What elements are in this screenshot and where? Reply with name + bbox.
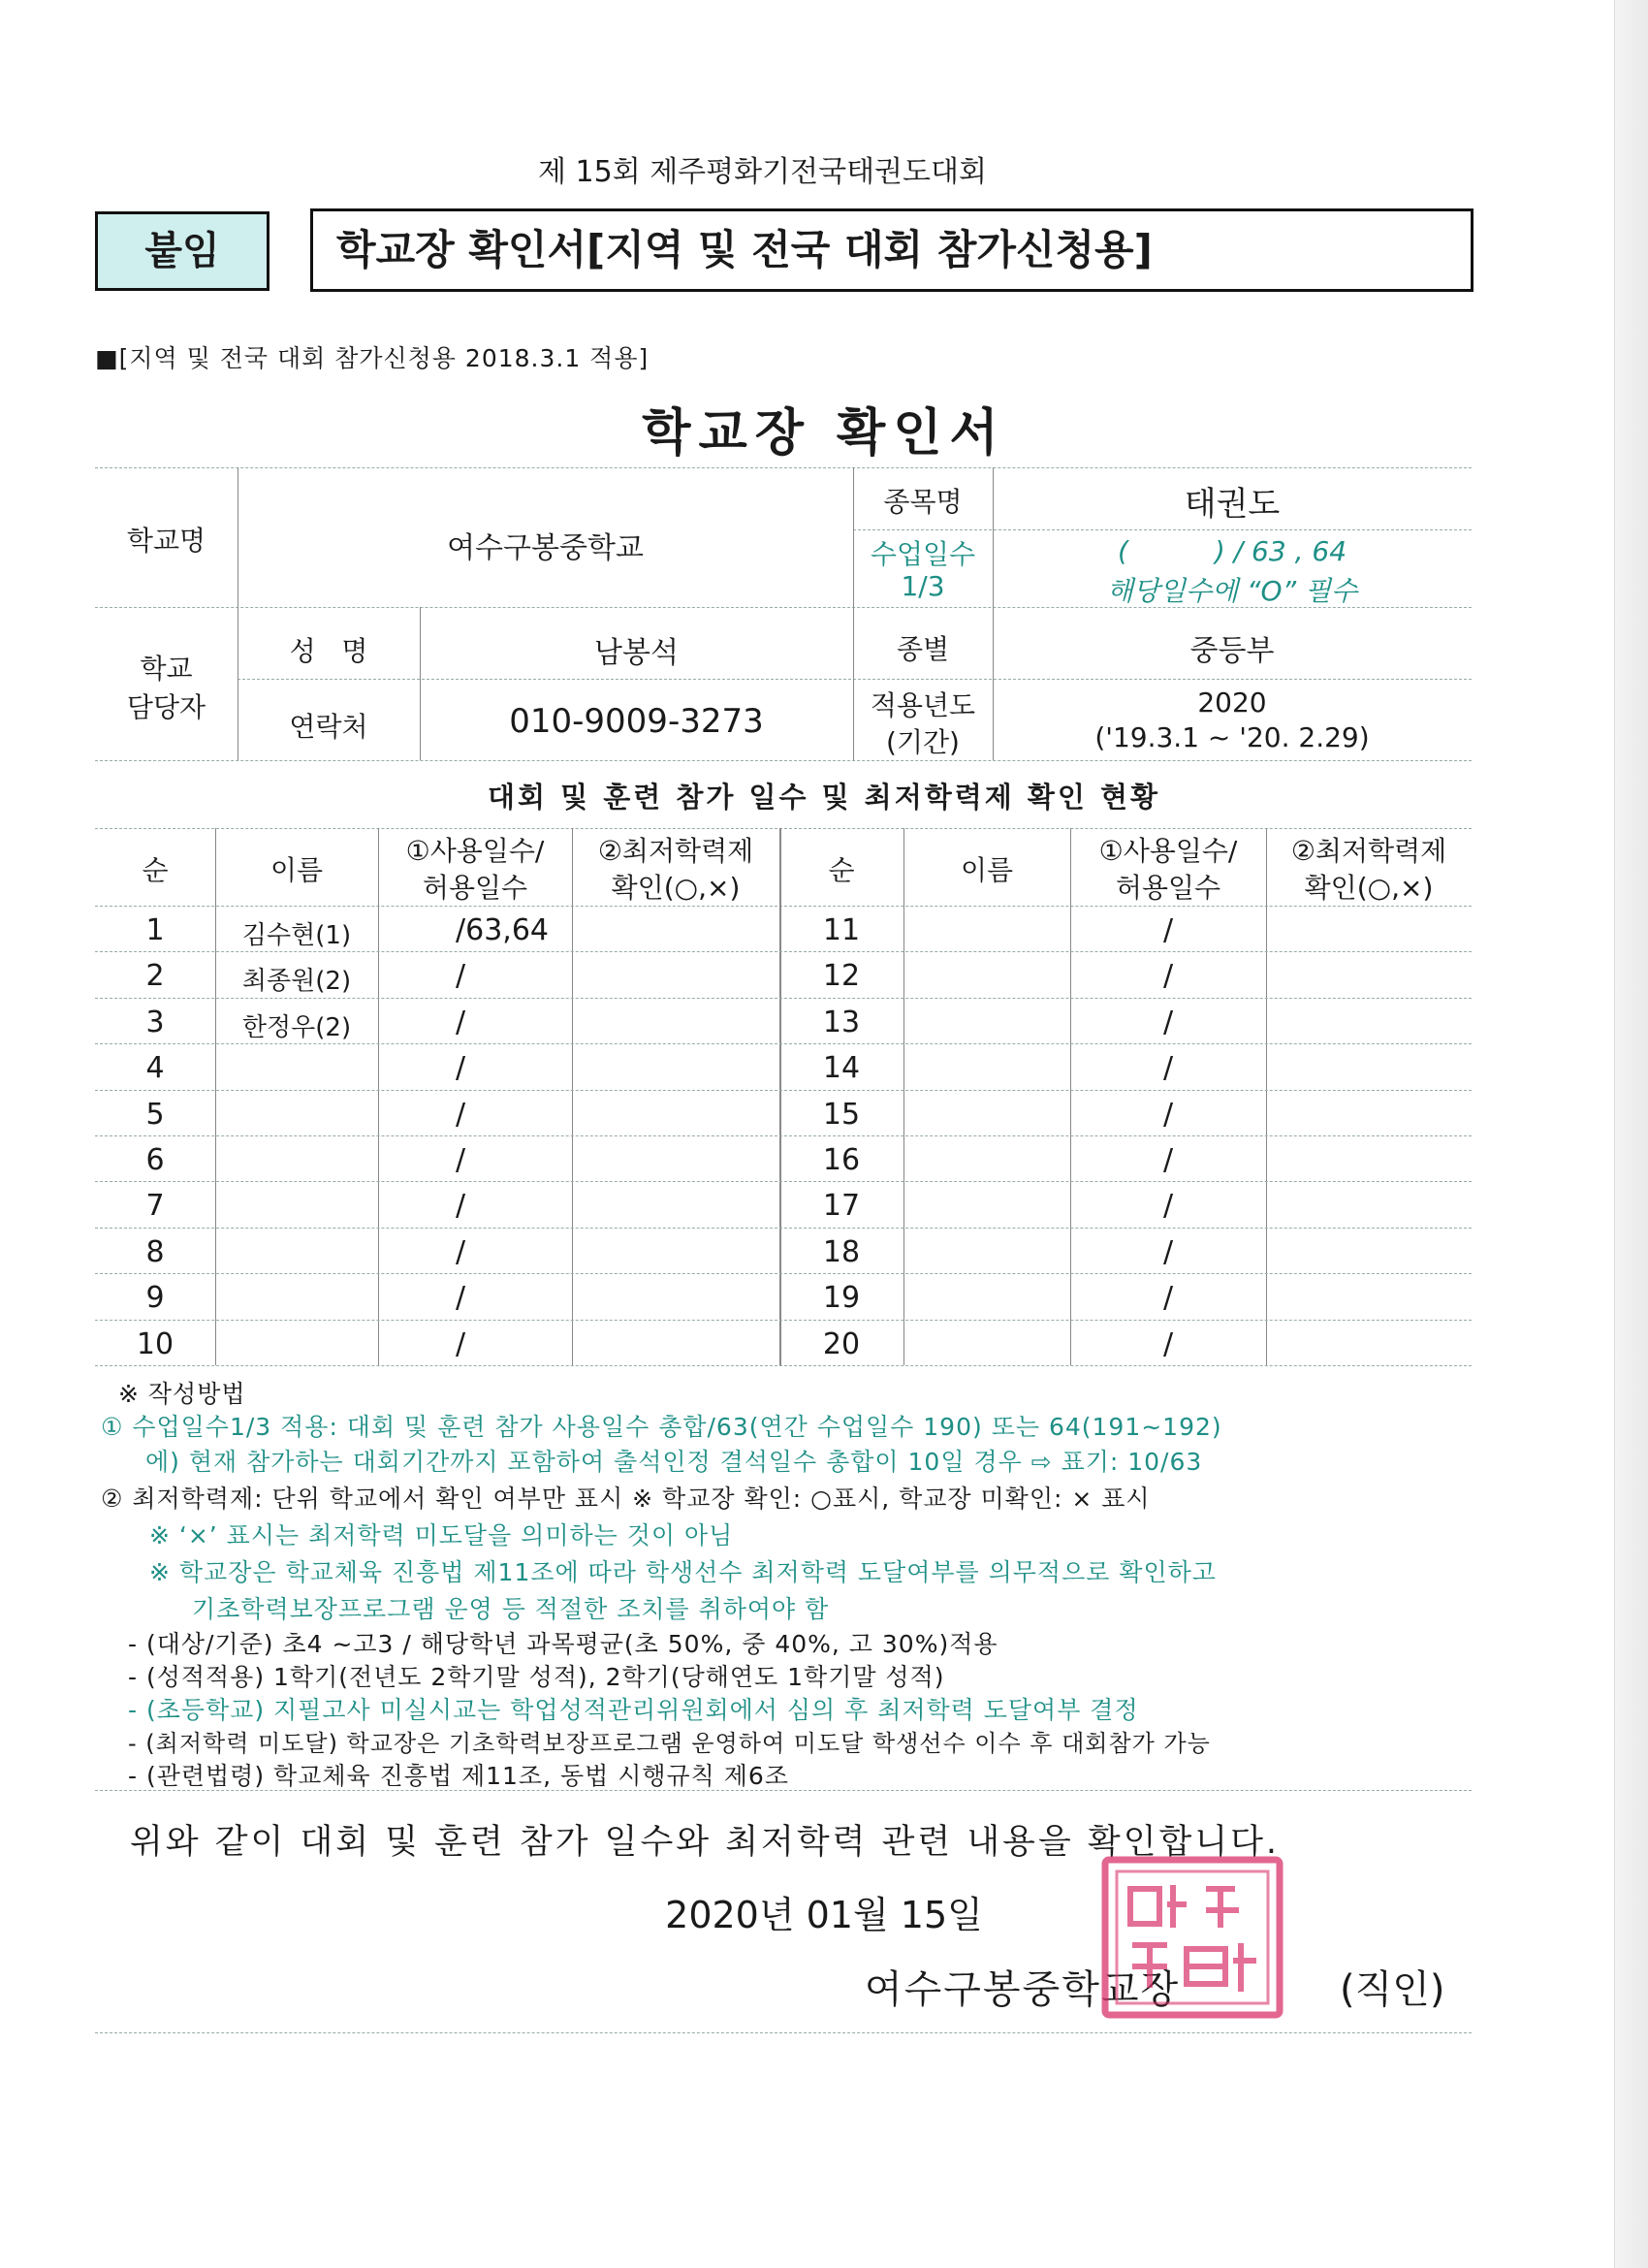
row-days: / xyxy=(456,1235,466,1269)
row-divider xyxy=(95,998,1472,999)
note-2: ② 최저학력제: 단위 학교에서 확인 여부만 표시 ※ 학교장 확인: ○표시, 학교장 미확인: × 표시 xyxy=(101,1485,1151,1513)
seal-label: (직인) xyxy=(1340,1967,1445,2012)
header-check-right-1: ②최저학력제 xyxy=(1290,835,1447,867)
school-name: 여수구봉중학교 xyxy=(447,531,644,565)
header-days-2: 허용일수 xyxy=(422,872,528,904)
form-note: ■[지역 및 전국 대회 참가신청용 2018.3.1 적용] xyxy=(95,344,650,372)
detail-1: - (대상/기준) 초4 ~고3 / 해당학년 과목평균(초 50%, 중 40%, 고 30%)적용 xyxy=(128,1630,998,1658)
row-number: 1 xyxy=(145,913,165,947)
name-label: 성 명 xyxy=(289,635,368,667)
row-number: 5 xyxy=(145,1098,165,1132)
division-label: 종별 xyxy=(896,633,950,665)
header-name: 이름 xyxy=(269,854,324,886)
year-value: 2020 xyxy=(1197,687,1267,719)
row-divider xyxy=(95,1090,1472,1091)
date-text: 2020년 01월 15일 xyxy=(665,1894,983,1936)
row-days: / xyxy=(456,1327,466,1361)
header-check-1: ②최저학력제 xyxy=(597,835,754,867)
detail-3: - (초등학교) 지필고사 미실시교는 학업성적관리위원회에서 심의 후 최저학력 도달여부 결정 xyxy=(128,1696,1139,1724)
row-days: / xyxy=(456,1281,466,1315)
row-days: / xyxy=(1163,913,1174,947)
row-divider xyxy=(95,1043,1472,1044)
row-days: / xyxy=(456,959,466,993)
year-label-1: 적용년도 xyxy=(870,689,976,721)
header-num: 순 xyxy=(142,854,169,886)
school-seal xyxy=(1097,1854,1287,2023)
days-label-2: 1/3 xyxy=(901,570,945,602)
division-value: 중등부 xyxy=(1189,634,1275,668)
header-check-2: 확인(○,×) xyxy=(611,872,741,904)
contact-value: 010-9009-3273 xyxy=(509,702,764,741)
row-days: / xyxy=(456,1143,466,1177)
row-days: / xyxy=(1163,1098,1174,1132)
year-label-2: (기간) xyxy=(886,726,960,758)
manager-label-2: 담당자 xyxy=(126,691,206,723)
row-number: 16 xyxy=(822,1143,861,1177)
row-days: / xyxy=(456,1189,466,1223)
row-number: 3 xyxy=(145,1006,165,1039)
note-4b: 기초학력보장프로그램 운영 등 적절한 조치를 취하여야 함 xyxy=(192,1595,830,1623)
row-number: 19 xyxy=(822,1281,861,1315)
row-number: 2 xyxy=(145,959,165,993)
school-label: 학교명 xyxy=(126,525,206,557)
row-number: 17 xyxy=(822,1189,861,1223)
note-3: ※ ‘×’ 표시는 최저학력 미도달을 의미하는 것이 아님 xyxy=(149,1521,734,1549)
row-days: / xyxy=(1163,1051,1174,1085)
row-number: 11 xyxy=(822,913,861,947)
row-days: / xyxy=(1163,1189,1174,1223)
row-number: 15 xyxy=(822,1098,861,1132)
row-days: / xyxy=(1163,1327,1174,1361)
manager-label-1: 학교 xyxy=(140,653,193,685)
note-1a: ① 수업일수1/3 적용: 대회 및 훈련 참가 사용일수 총합/63(연간 수업일수 190) 또는 64(191~192) xyxy=(101,1413,1222,1441)
row-divider xyxy=(95,1320,1472,1321)
main-title: 학교장 확인서 xyxy=(642,404,1006,463)
row-days: / xyxy=(1163,1281,1174,1315)
event-type-label: 종목명 xyxy=(883,486,963,518)
row-number: 7 xyxy=(145,1189,165,1223)
row-days: / xyxy=(456,1006,466,1039)
form-title: 학교장 확인서[지역 및 전국 대회 참가신청용] xyxy=(310,208,1474,292)
row-divider xyxy=(95,1135,1472,1136)
contact-label: 연락처 xyxy=(289,711,368,743)
header-name-right: 이름 xyxy=(960,854,1014,886)
row-days: / xyxy=(456,1098,466,1132)
name-value: 남봉석 xyxy=(594,636,679,670)
row-days: / xyxy=(1163,959,1174,993)
period-value: ('19.3.1 ~ '20. 2.29) xyxy=(1094,721,1370,753)
row-days: / xyxy=(1163,1235,1174,1269)
status-title: 대회 및 훈련 참가 일수 및 최저학력제 확인 현황 xyxy=(487,781,1161,814)
detail-4: - (최저학력 미도달) 학교장은 기초학력보장프로그램 운영하여 미도달 학생선수 이수 후 대회참가 가능 xyxy=(128,1730,1211,1757)
row-student-name: 한정우(2) xyxy=(241,1013,352,1042)
row-number: 20 xyxy=(822,1327,861,1361)
notes-heading: ※ 작성방법 xyxy=(118,1380,246,1408)
row-number: 8 xyxy=(145,1235,165,1269)
row-divider xyxy=(95,1181,1472,1182)
row-student-name: 김수현(1) xyxy=(241,921,352,950)
confirm-text: 위와 같이 대회 및 훈련 참가 일수와 최저학력 관련 내용을 확인합니다. xyxy=(130,1823,1281,1862)
principal-name: 여수구봉중학교장 xyxy=(865,1967,1181,2012)
row-number: 6 xyxy=(145,1143,165,1177)
row-number: 4 xyxy=(145,1051,165,1085)
detail-5: - (관련법령) 학교체육 진흥법 제11조, 동법 시행규칙 제6조 xyxy=(128,1762,789,1790)
header-days-right-1: ①사용일수/ xyxy=(1098,835,1238,867)
row-number: 13 xyxy=(822,1006,861,1039)
detail-2: - (성적적용) 1학기(전년도 2학기말 성적), 2학기(당해연도 1학기말 성적) xyxy=(128,1663,945,1691)
row-number: 14 xyxy=(822,1051,861,1085)
row-number: 9 xyxy=(145,1281,165,1315)
row-days: / xyxy=(1163,1006,1174,1039)
row-days: / xyxy=(1163,1143,1174,1177)
row-number: 12 xyxy=(822,959,861,993)
event-title: 제 15회 제주평화기전국태권도대회 xyxy=(538,155,987,189)
days-value: ( ) / 63 , 64 xyxy=(1117,535,1347,567)
header-days-right-2: 허용일수 xyxy=(1115,872,1221,904)
event-type: 태권도 xyxy=(1184,485,1281,524)
header-days-1: ①사용일수/ xyxy=(405,835,545,867)
row-number: 10 xyxy=(136,1327,174,1361)
row-divider xyxy=(95,1365,1472,1366)
header-num-right: 순 xyxy=(828,854,855,886)
note-4a: ※ 학교장은 학교체육 진흥법 제11조에 따라 학생선수 최저학력 도달여부를 의무적으로 확인하고 xyxy=(149,1558,1217,1586)
row-number: 18 xyxy=(822,1235,861,1269)
days-hint: 해당일수에 “O” 필수 xyxy=(1106,575,1358,607)
row-days: / xyxy=(456,1051,466,1085)
row-days: /63,64 xyxy=(456,913,549,947)
row-student-name: 최종원(2) xyxy=(241,967,352,996)
row-divider xyxy=(95,1273,1472,1274)
note-1b: 에) 현재 참가하는 대회기간까지 포함하여 출석인정 결석일수 총합이 10일 경우 ⇨ 표기: 10/63 xyxy=(145,1448,1203,1476)
attachment-label: 붙임 xyxy=(95,211,269,291)
row-divider xyxy=(95,1228,1472,1229)
header-check-right-2: 확인(○,×) xyxy=(1304,872,1434,904)
row-divider xyxy=(95,951,1472,952)
days-label-1: 수업일수 xyxy=(870,538,976,570)
